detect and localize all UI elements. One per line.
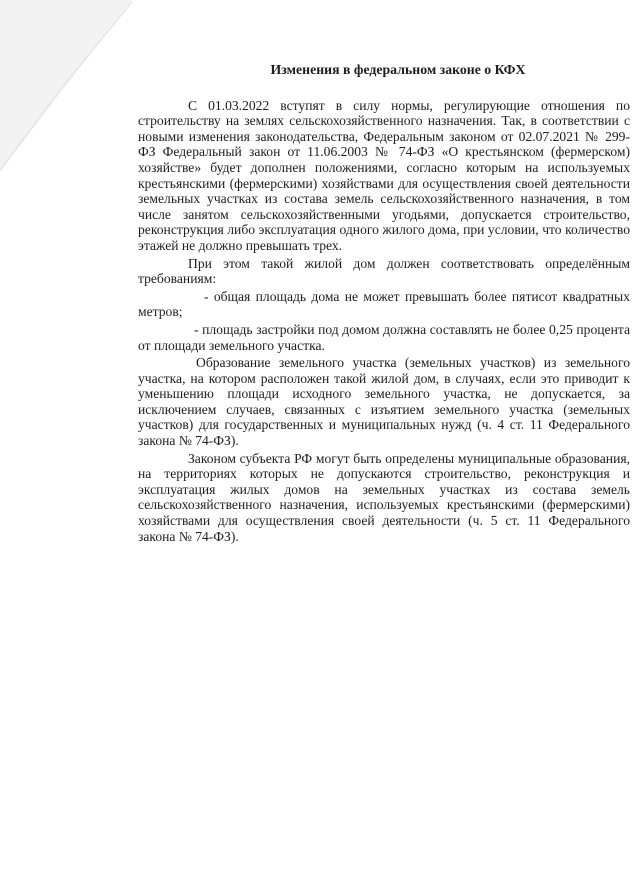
list-item-2: - площадь застройки под домом должна составлять не более 0,25 процента от площади земельного участка.: [138, 321, 630, 353]
paragraph-3: Образование земельного участка (земельных участков) из земельного участка, на котором расположен такой жилой дом, в случаях, если это приводит к уменьшению площади исходного земельного участка, не допускается, за исключением случаев, связанных с изъятием земельного участка (земельных участков) для государственных и муниципальных нужд (ч. 4 ст. 11 Федерального закона № 74-ФЗ).: [138, 355, 630, 449]
paragraph-2: При этом такой жилой дом должен соответствовать определённым требованиям:: [138, 255, 630, 287]
paragraph-1: С 01.03.2022 вступят в силу нормы, регулирующие отношения по строительству на землях сельскохозяйственного назначения. Так, в соответствии с новыми изменения законодательства, Федеральным законом от 02.07.2021 № 299-ФЗ Федеральный закон от 11.06.2003 № 74-ФЗ «О крестьянском (фермерском) хозяйстве» будет дополнен положениями, согласно которым на используемых крестьянскими (фермерскими) хозяйствами для осуществления своей деятельности земельных участках из состава земель сельскохозяйственного назначения, в том числе занятом сельскохозяйственными угодьями, допускается строительство, реконструкция либо эксплуатация одного жилого дома, при условии, что количество этажей не должно превышать трех.: [138, 97, 630, 253]
paragraph-4: Законом субъекта РФ могут быть определены муниципальные образования, на территориях которых не допускаются строительство, реконструкция и эксплуатация жилых домов на земельных участках из состава земель сельскохозяйственного назначения, используемых крестьянскими (фермерскими) хозяйствами для осуществления своей деятельности (ч. 5 ст. 11 Федерального закона № 74-ФЗ).: [138, 450, 630, 544]
document-title: Изменения в федеральном законе о КФХ: [270, 62, 526, 77]
document-page: [138, 62, 630, 546]
list-item-1: - общая площадь дома не может превышать более пятисот квадратных метров;: [138, 288, 630, 320]
